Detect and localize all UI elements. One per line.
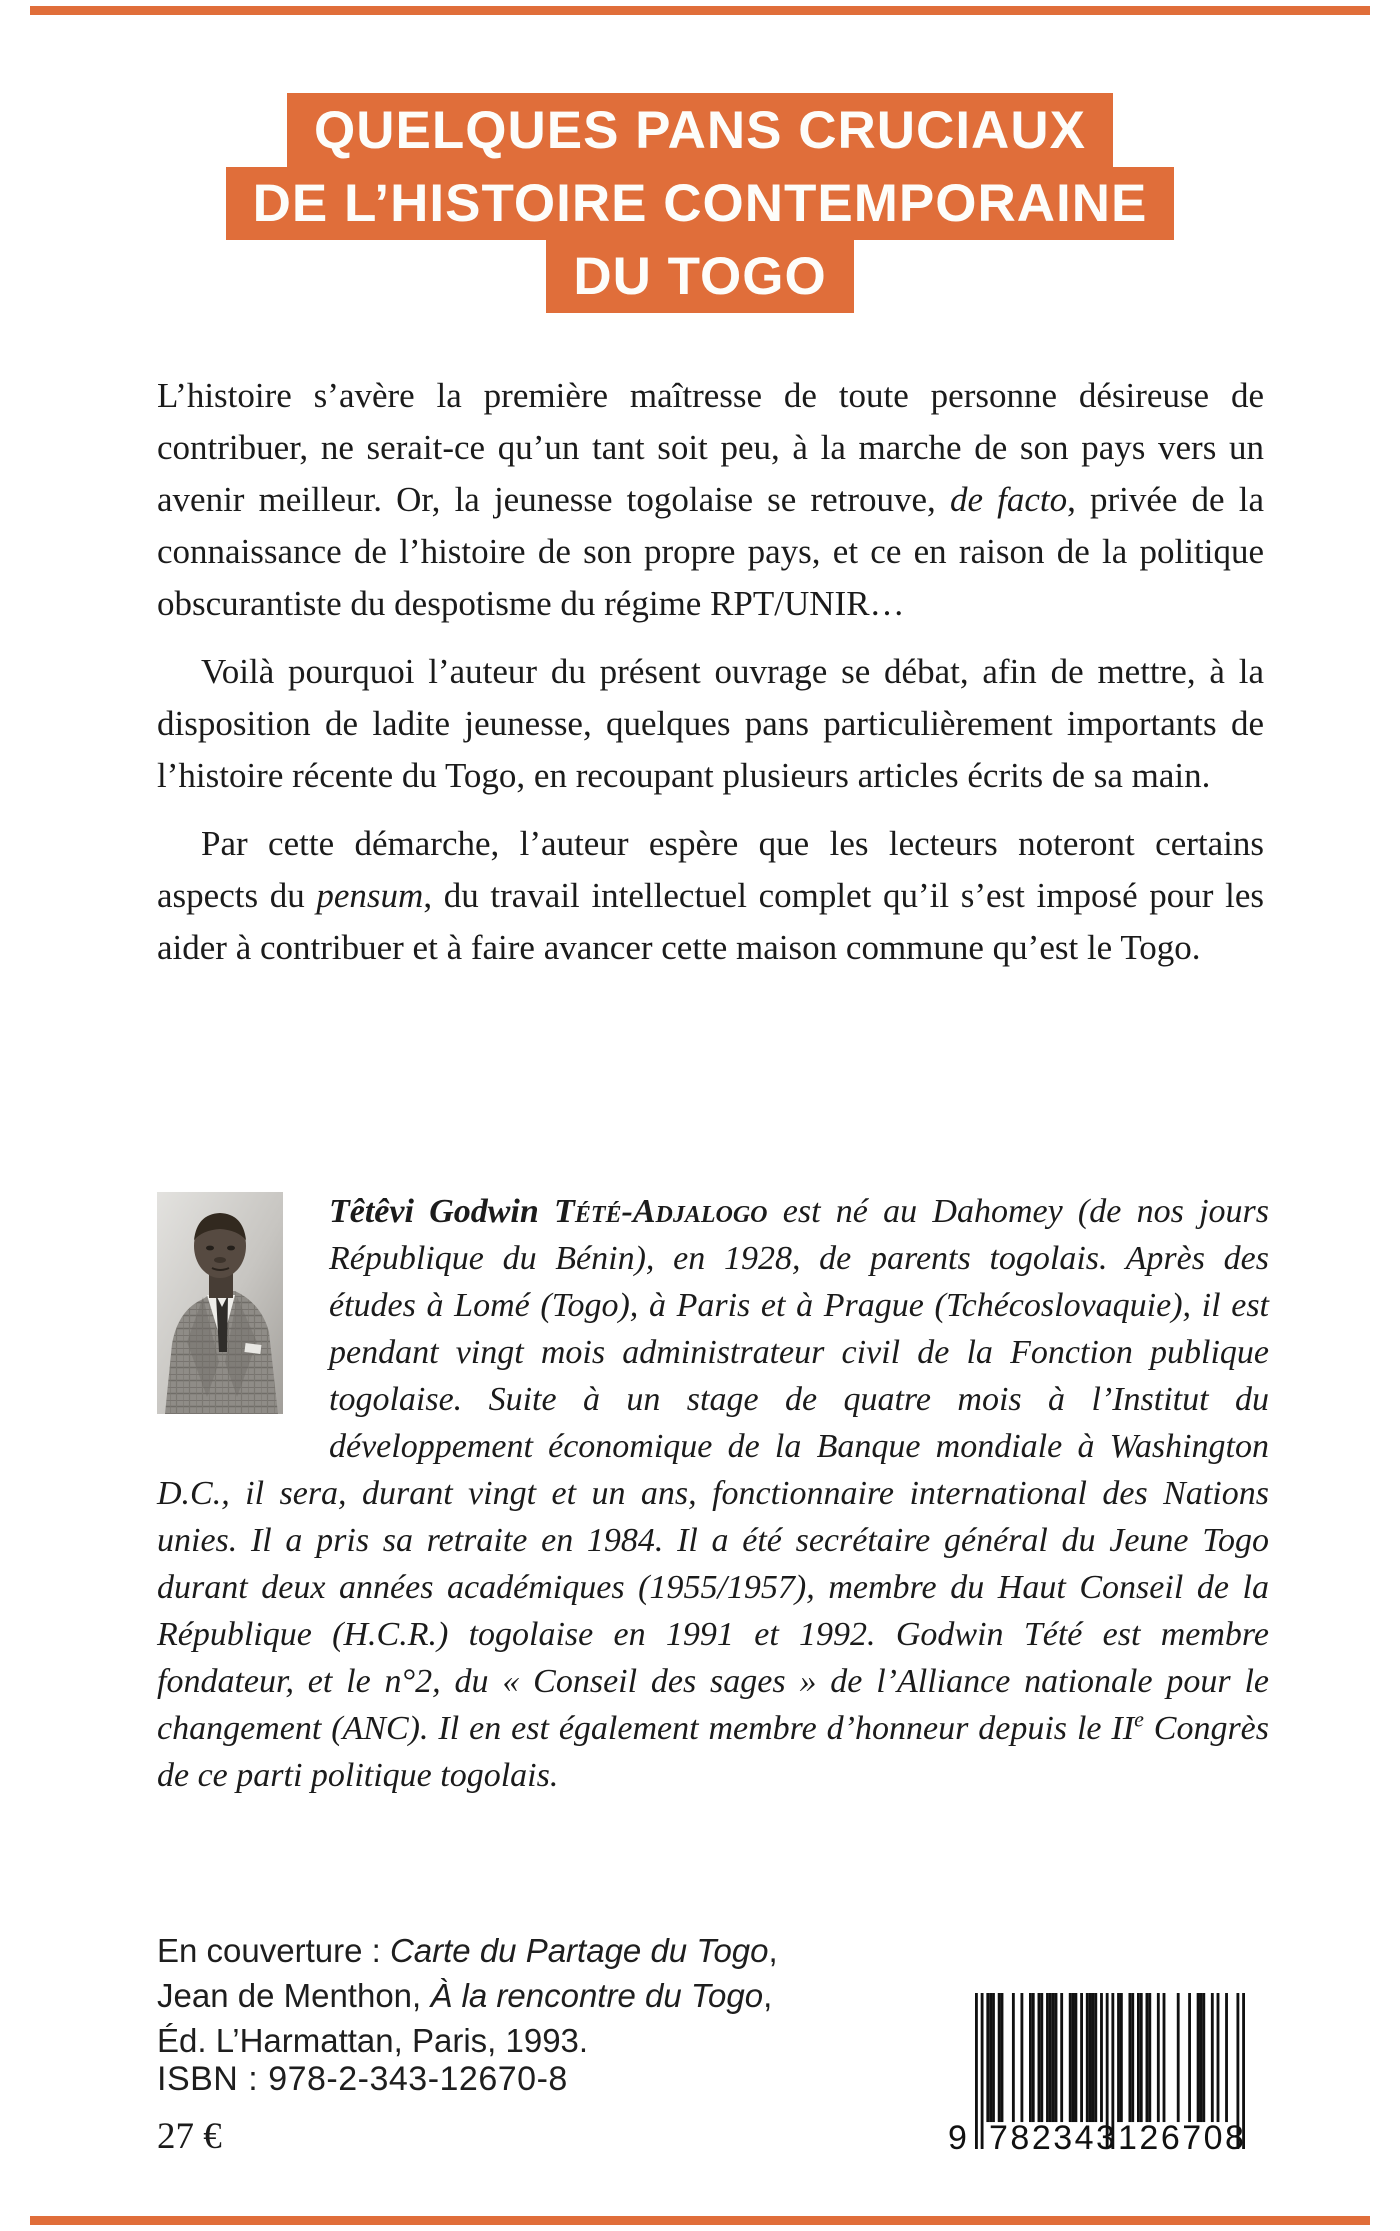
author-name-first: Têtêvi Godwin: [329, 1193, 555, 1230]
bio-text: est né au Dahomey (de nos jours République du Bénin), en 1928, de parents togolais. Après des études à Lomé (Togo), à Paris et à Prague (Tchécoslovaquie), il est pendant vingt mois administrateur civil de la Fonction publique togolaise. Suite à un stage de quatre mois à l’Institut du développement économique de la Banque mondiale à Washington D.C., il sera, durant vingt et un ans, fonctionnaire international des Nations unies. Il a pris sa retraite en 1984. Il a été secrétaire général du Jeune Togo durant deux années académiques (1955/1957), membre du Haut Conseil de la République (H.C.R.) togolaise en 1991 et 1992. Godwin Tété est membre fondateur, et le n°2, du « Conseil des sages » de l’Alliance nationale pour le changement (ANC). Il en est également membre d’honneur depuis le II: [157, 1193, 1270, 1747]
author-bio: [157, 1188, 1269, 1799]
credit-work-title: Carte du Partage du Togo: [389, 1932, 769, 1969]
title-line-1: QUELQUES PANS CRUCIAUX: [287, 93, 1113, 167]
bottom-orange-rule: [30, 2216, 1370, 2225]
barcode-group-left: 782343: [989, 2119, 1118, 2157]
title-line-3: DU TOGO: [546, 240, 853, 313]
barcode-group-right: 126708: [1118, 2119, 1247, 2157]
cover-credits: [157, 1928, 857, 2063]
synopsis-paragraph-3: Par cette démarche, l’auteur espère que les lecteurs noteront certains aspects du pensum, du travail intellectuel complet qu’il s’est imposé pour les aider à contribuer et à faire avancer cette maison commune qu’est le Togo.: [157, 824, 1264, 967]
italic-phrase: pensum: [316, 876, 424, 915]
synopsis: [157, 370, 1264, 974]
author-name-last: Tété-Adjalogo: [554, 1193, 768, 1230]
credit-line-3: Éd. L’Harmattan, Paris, 1993.: [157, 2022, 589, 2059]
credit-line-2: Jean de Menthon, À la rencontre du Togo,: [157, 1977, 773, 2014]
credit-book-title: À la rencontre du Togo: [430, 1977, 764, 2014]
top-orange-rule: [30, 6, 1370, 15]
author-photo: [157, 1192, 283, 1414]
bio-text-end: Congrès de ce parti politique togolais.: [157, 1710, 1269, 1794]
price: 27 €: [157, 2116, 222, 2157]
barcode-digit-system: 9: [948, 2119, 967, 2157]
credit-line-1: En couverture : Carte du Partage du Togo,: [157, 1932, 778, 1969]
bio-ordinal-sup: e: [1134, 1706, 1144, 1732]
italic-phrase: de facto: [949, 480, 1068, 519]
synopsis-paragraph-2: Voilà pourquoi l’auteur du présent ouvrage se débat, afin de mettre, à la disposition de ladite jeunesse, quelques pans particulièrement importants de l’histoire récente du Togo, en recoupant plusieurs articles écrits de sa main.: [157, 652, 1264, 795]
synopsis-paragraph-1: L’histoire s’avère la première maîtresse de toute personne désireuse de contribuer, ne serait-ce qu’un tant soit peu, à la marche de son pays vers un avenir meilleur. Or, la jeunesse togolaise se retrouve, de facto, privée de la connaissance de l’histoire de son propre pays, et ce en raison de la politique obscurantiste du despotisme du régime RPT/UNIR…: [157, 376, 1264, 623]
ean13-barcode: [948, 1993, 1268, 2163]
title-block: [0, 93, 1400, 313]
isbn: ISBN : 978-2-343-12670-8: [157, 2060, 568, 2098]
title-line-2: DE L’HISTOIRE CONTEMPORAINE: [226, 167, 1175, 240]
